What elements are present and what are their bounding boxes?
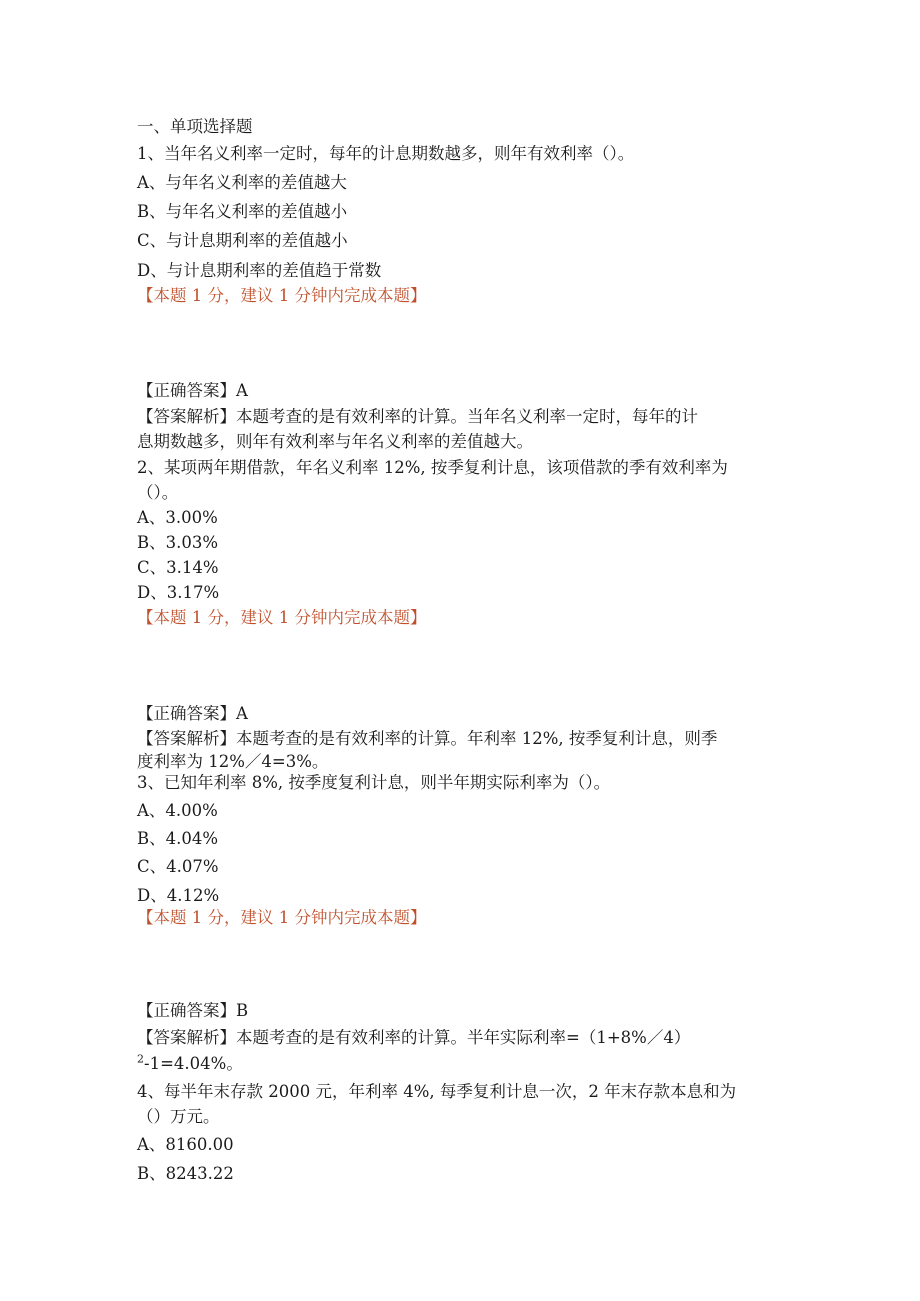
q3-analysis-line2 [137,1053,243,1075]
q1-option-d: D、与计息期利率的差值趋于常数 [137,261,382,280]
q3-analysis-line1: 【答案解析】本题考查的是有效利率的计算。半年实际利率=（1+8%／4） [137,1028,691,1047]
q1-analysis-line2: 息期数越多，则年有效利率与年名义利率的差值越大。 [137,432,533,451]
q4-option-b: B、8243.22 [137,1164,234,1183]
section-title: 一、单项选择题 [137,117,253,136]
q3-option-b: B、4.04% [137,829,219,848]
q1-option-c: C、与计息期利率的差值越小 [137,231,348,250]
q1-stem: 1、当年名义利率一定时，每年的计息期数越多，则年有效利率（）。 [137,144,635,163]
q3-hint: 【本题 1 分，建议 1 分钟内完成本题】 [137,908,427,927]
q1-option-a: A、与年名义利率的差值越大 [137,173,347,192]
q1-option-b: B、与年名义利率的差值越小 [137,202,348,221]
q2-option-c: C、3.14% [137,558,219,577]
q3-option-a: A、4.00% [137,801,218,820]
q2-answer: 【正确答案】A [137,704,248,723]
q1-answer: 【正确答案】A [137,381,248,400]
q2-analysis-line1: 【答案解析】本题考查的是有效利率的计算。年利率 12%, 按季复利计息，则季 [137,729,718,748]
q3-option-d: D、4.12% [137,886,220,905]
q1-hint: 【本题 1 分，建议 1 分钟内完成本题】 [137,286,427,305]
q3-option-c: C、4.07% [137,857,219,876]
q2-analysis-line2: 度利率为 12%／4=3%。 [137,752,329,771]
q3-analysis-result: -1=4.04%。 [144,1054,243,1073]
q2-option-a: A、3.00% [137,508,218,527]
q2-option-b: B、3.03% [137,533,219,552]
q3-answer: 【正确答案】B [137,1001,249,1020]
q2-hint: 【本题 1 分，建议 1 分钟内完成本题】 [137,608,427,627]
q2-stem-line1: 2、某项两年期借款，年名义利率 12%, 按季复利计息，该项借款的季有效利率为 [137,458,728,477]
q4-option-a: A、8160.00 [137,1135,234,1154]
q2-stem-line2: （）。 [137,483,179,502]
q1-analysis-line1: 【答案解析】本题考查的是有效利率的计算。当年名义利率一定时，每年的计 [137,407,698,426]
q3-stem: 3、已知年利率 8%, 按季度复利计息，则半年期实际利率为（）。 [137,773,611,792]
q2-option-d: D、3.17% [137,583,220,602]
q3-analysis-exponent: 2 [137,1052,144,1066]
q4-stem-line2: （）万元。 [137,1107,220,1126]
q4-stem-line1: 4、每半年末存款 2000 元，年利率 4%, 每季复利计息一次，2 年末存款本息和为 [137,1082,737,1101]
